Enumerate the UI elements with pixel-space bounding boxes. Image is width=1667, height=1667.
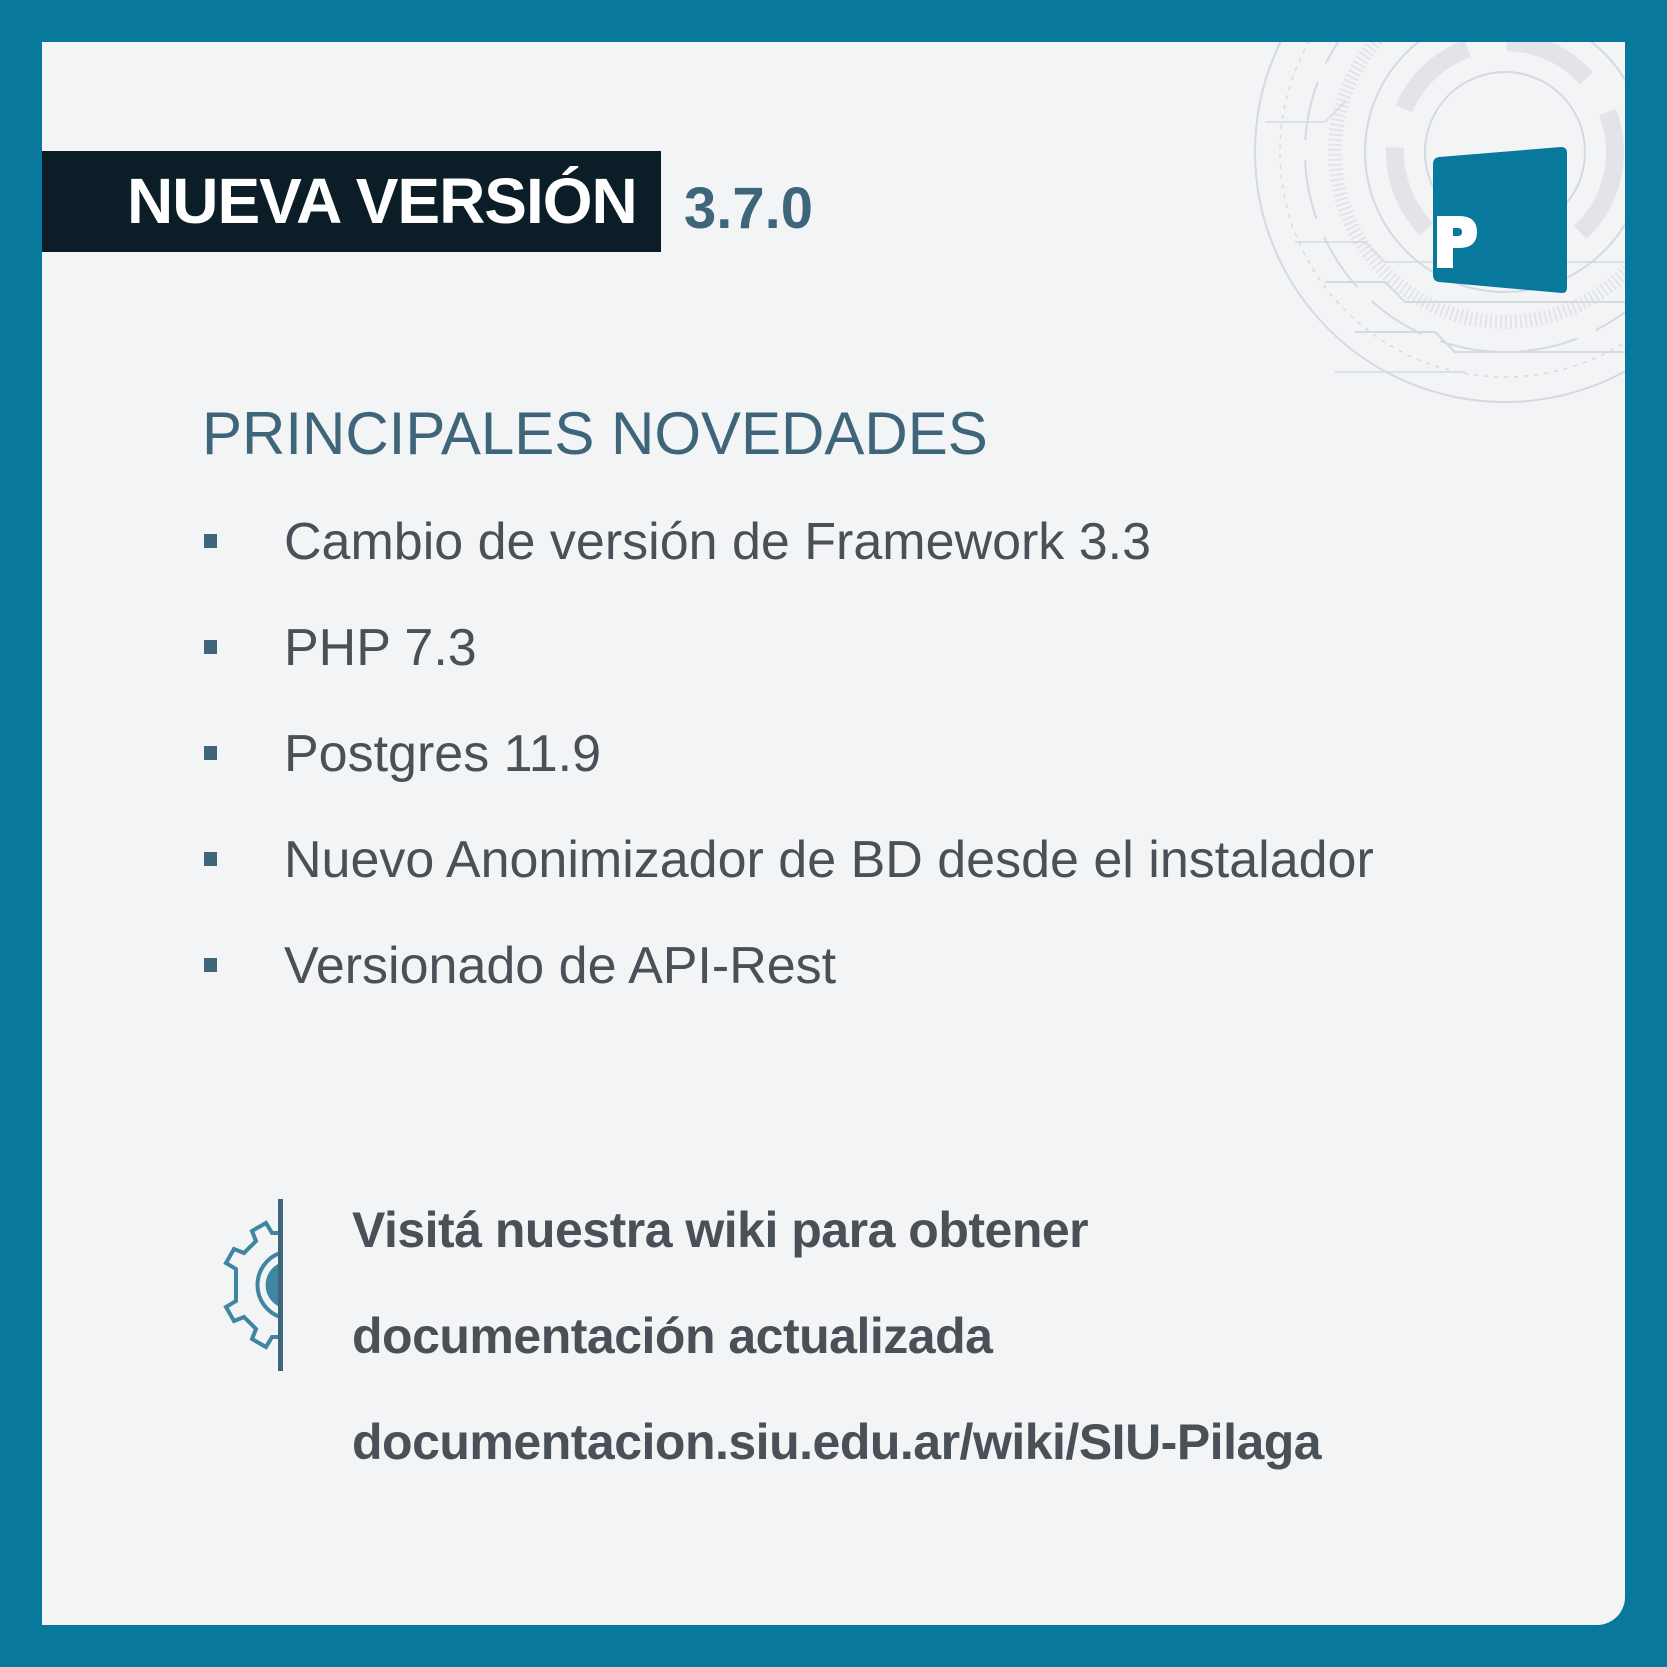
wiki-text-line-2: documentación actualizada: [352, 1308, 993, 1364]
list-item-text: PHP 7.3: [284, 619, 477, 677]
new-version-badge: [42, 151, 661, 252]
wiki-url-link[interactable]: documentacion.siu.edu.ar/wiki/SIU-Pilaga: [352, 1414, 1322, 1470]
bullet-square-icon: [204, 746, 217, 760]
bullet-square-icon: [204, 958, 217, 972]
list-item-text: Postgres 11.9: [284, 725, 602, 783]
wiki-info: [352, 1182, 1321, 1500]
wiki-text-line-1: Visitá nuestra wiki para obtener: [352, 1202, 1089, 1258]
section-title: PRINCIPALES NOVEDADES: [202, 400, 988, 467]
list-item-text: Versionado de API-Rest: [284, 937, 837, 995]
gear-icon: [222, 1199, 286, 1371]
list-item-text: Cambio de versión de Framework 3.3: [284, 513, 1152, 571]
bullet-square-icon: [204, 640, 217, 654]
bullet-square-icon: [204, 852, 217, 866]
list-item-text: Nuevo Anonimizador de BD desde el instalador: [284, 831, 1374, 889]
version-number: 3.7.0: [684, 176, 813, 241]
p-logo-icon: [1425, 146, 1569, 294]
bullet-square-icon: [204, 534, 217, 548]
content-card: [42, 42, 1625, 1625]
badge-label: NUEVA VERSIÓN: [127, 165, 637, 237]
